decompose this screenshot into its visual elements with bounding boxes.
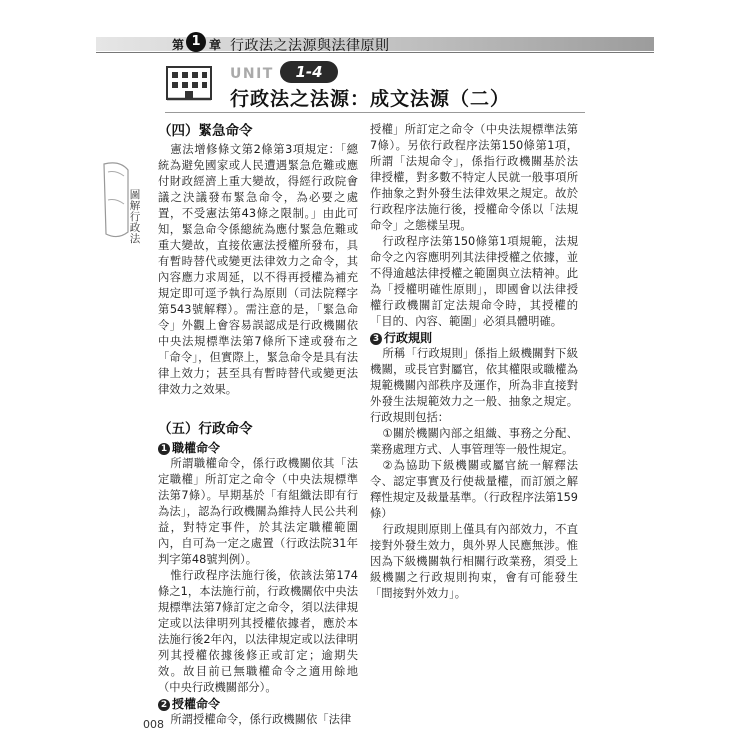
- number-badge: 3: [370, 333, 382, 345]
- chapter-number-badge: 1: [186, 32, 206, 52]
- right-column: [370, 122, 578, 602]
- paragraph: 行政程序法第150條第1項規範，法規命令之內容應明列其法律授權之依據，並不得逾越法律授權之範圍與立法精神。此為「授權明確性原則」，即國會以法律授權行政機關訂定法規命令時，其授權的「目的、內容、範圍」必須具體明確。: [370, 235, 578, 328]
- subheading-authority-order: [158, 440, 358, 456]
- section-heading-emergency-order: （四）緊急命令: [158, 123, 253, 139]
- subheading-label: 行政規則: [384, 331, 433, 345]
- paragraph: 所稱「行政規則」係指上級機關對下級機關，或長官對屬官，依其權限或職權為規範機關內部秩序及運作，所為非直接對外發生法規範效力之一般、抽象之規定。行政規則包括：: [370, 347, 578, 424]
- page-title: 行政法之法源：成文法源（二）: [230, 88, 511, 110]
- list-item: ①關於機關內部之組織、事務之分配、業務處理方式、人事管理等一般性規定。: [370, 427, 578, 456]
- chapter-header: [96, 34, 654, 52]
- left-column: [158, 122, 358, 728]
- chapter-title: 行政法之法源與法律原則: [230, 38, 390, 54]
- paragraph: 行政規則原則上僅具有內部效力，不直接對外發生效力，與外界人民應無涉。惟因為下級機關執行相關行政業務，須受上級機關之行政規則拘束，會有可能發生「間接對外效力」。: [370, 523, 578, 600]
- unit-label: UNIT: [230, 66, 274, 82]
- page-number: 008: [143, 718, 164, 731]
- section-heading-administrative-order: （五）行政命令: [158, 421, 253, 437]
- paragraph: 所謂職權命令，係行政機關依其「法定職權」所訂定之命令（中央法規標準法第7條）。早期基於「有組織法即有行為法」，認為行政機關為維持人民公共利益，對特定事件，於其法定職權範圍內，自可為一定之處置（行政法院31年判字第48號判例）。: [158, 457, 358, 566]
- paragraph: 憲法增修條文第2條第3項規定：「總統為避免國家或人民遭遇緊急危難或應付財政經濟上重大變故，得經行政院會議之決議發布緊急命令，為必要之處置，不受憲法第43條之限制。」由此可知，緊急命令係總統為應付緊急危難或重大變故，直接依憲法授權所發布，具有暫時替代或變更法律效力之命令，其內容應力求周延，以不得再授權為補充規定即可逕予執行為原則（司法院釋字第543號解釋）。需注意的是，「緊急命令」外觀上會容易誤認成是行政機關依中央法規標準法第7條所下達或發布之「命令」，但實際上，緊急命令是具有法律上效力；甚至具有暫時替代或變更法律效力之效果。: [158, 143, 358, 396]
- building-icon: [165, 64, 213, 102]
- chapter-prefix: 第: [172, 38, 185, 52]
- subheading-administrative-rules: [370, 330, 578, 346]
- subheading-label: 職權命令: [172, 441, 221, 455]
- subheading-delegated-order: [158, 696, 358, 712]
- paragraph: 惟行政程序法施行後，依該法第174條之1，本法施行前，行政機關依中央法規標準法第7條訂定之命令，須以法律規定或以法律明列其授權依據者，應於本法施行後2年內，以法律規定或以法律明列其授權依據後修正或訂定；逾期失效。故目前已無職權命令之適用餘地（中央行政機關部分）。: [158, 569, 358, 694]
- subheading-label: 授權命令: [172, 697, 221, 711]
- title-divider: [165, 112, 585, 113]
- paragraph: 所謂授權命令，係行政機關依「法律: [170, 713, 352, 726]
- paragraph: 授權」所訂定之命令（中央法規標準法第7條）。另依行政程序法第150條第1項，所謂「法規命令」，係指行政機關基於法律授權，對多數不特定人民就一般事項所作抽象之對外發生法律效果之規定。故於行政程序法施行後，授權命令係以「法規命令」之態樣呈現。: [370, 123, 578, 232]
- number-badge: 2: [158, 699, 170, 711]
- unit-number-badge: 1-4: [280, 61, 338, 83]
- chapter-suffix: 章: [209, 38, 222, 52]
- number-badge: 1: [158, 443, 170, 455]
- list-item: ②為協助下級機關或屬官統一解釋法令、認定事實及行使裁量權，而訂頒之解釋性規定及裁量基準。（行政程序法第159條）: [370, 459, 578, 520]
- side-tab-label: 圖解行政法: [129, 189, 141, 245]
